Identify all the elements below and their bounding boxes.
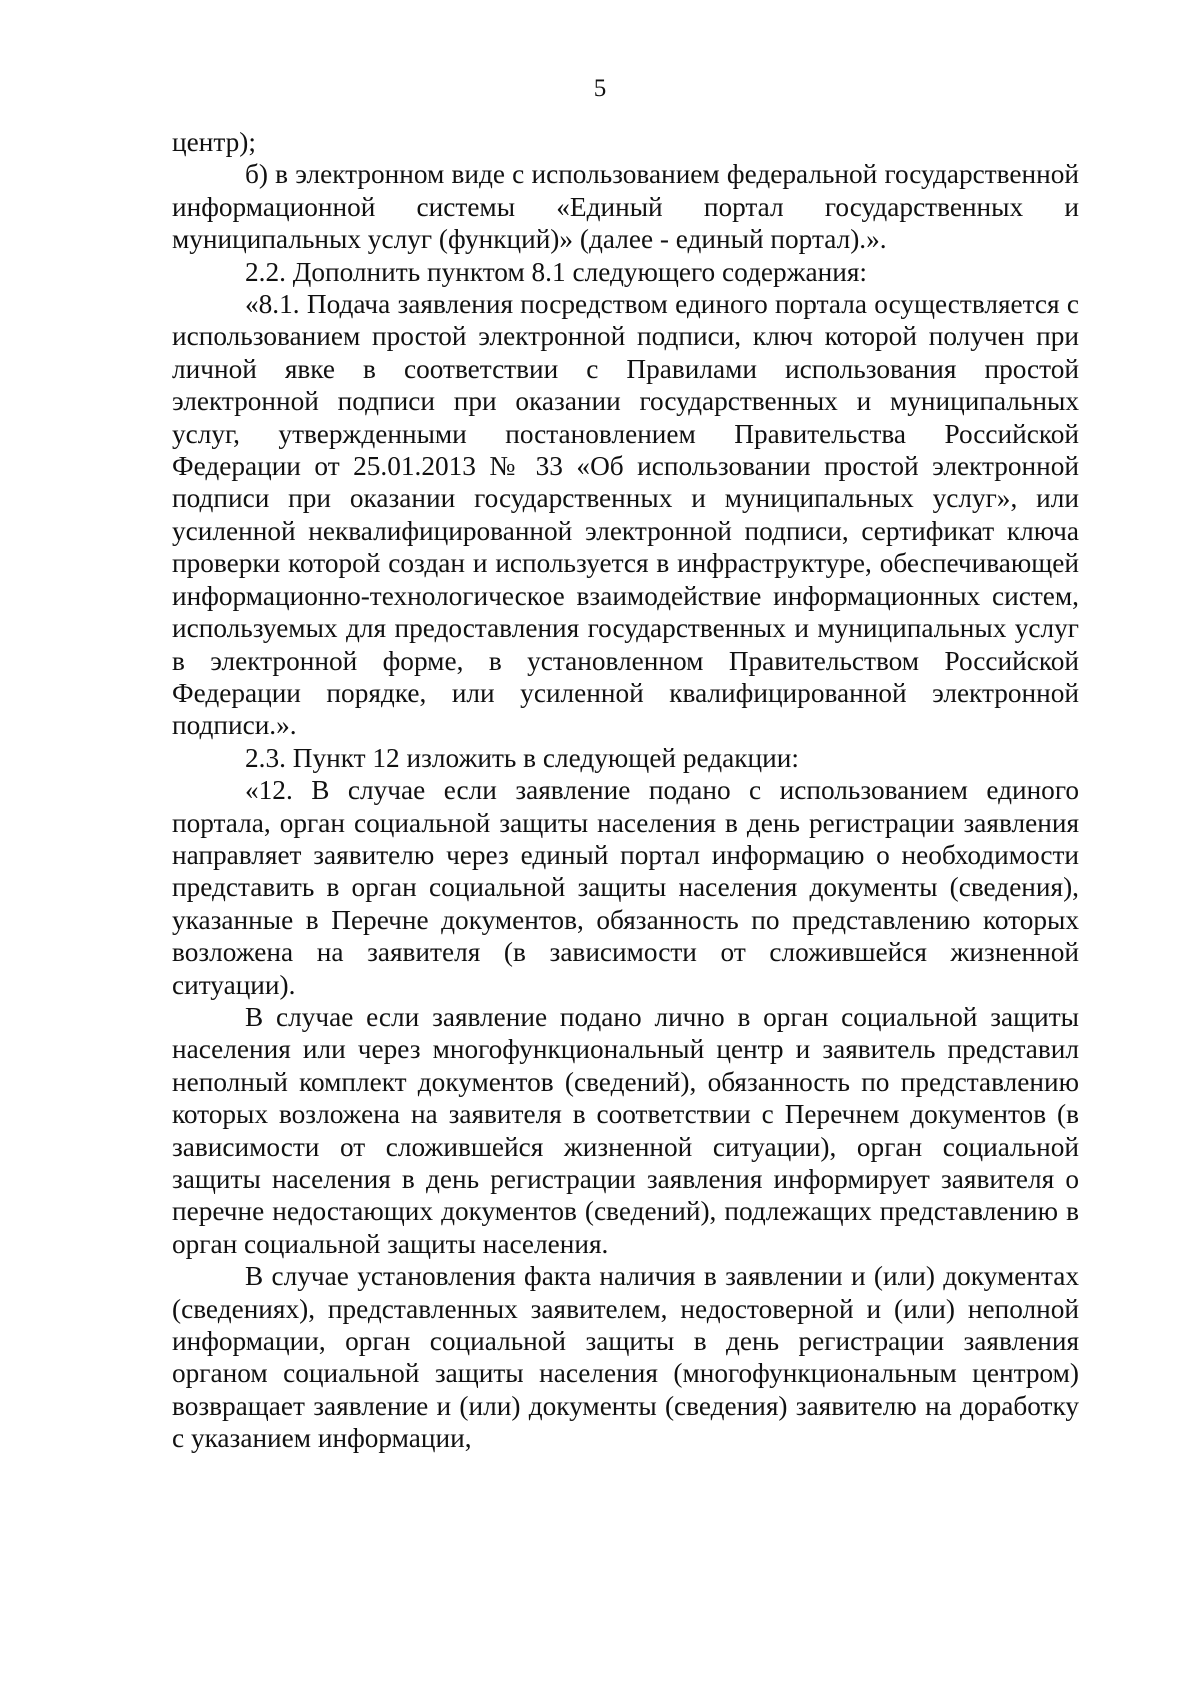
paragraph-incomplete-documents: В случае если заявление подано лично в орган социальной защиты населения или через многофункциональный центр и заявитель представил неполный комплект документов (сведений), обязанность по представлению которых возложена на заявителя в соответствии с Перечнем документов (в зависимости от сложившейся жизненной ситуации), орган социальной защиты населения в день регистрации заявления информирует заявителя о перечне недостающих документов (сведений), подлежащих представлению в орган социальной защиты населения.: [172, 1001, 1079, 1259]
paragraph-clause-12: «12. В случае если заявление подано с использованием единого портала, орган социальной защиты населения в день регистрации заявления направляет заявителю через единый портал информацию о необходимости представить в орган социальной защиты населения документы (сведения), указанные в Перечне документов, обязанность по представлению которых возложена на заявителя (в зависимости от сложившейся жизненной ситуации).: [172, 775, 1079, 1000]
paragraph-unreliable-information: В случае установления факта наличия в заявлении и (или) документах (сведениях), представленных заявителем, недостоверной и (или) неполной информации, орган социальной защиты в день регистрации заявления органом социальной защиты населения (многофункциональным центром) возвращает заявление и (или) документы (сведения) заявителю на доработку с указанием информации,: [172, 1261, 1079, 1454]
paragraph-item-2-3: 2.3. Пункт 12 изложить в следующей редакции:: [245, 742, 799, 773]
page-number: 5: [593, 75, 607, 102]
paragraph-clause-8-1: «8.1. Подача заявления посредством единого портала осуществляется с использованием простой электронной подписи, ключ которой получен при личной явке в соответствии с Правилами использования простой электронной подписи при оказании государственных и муниципальных услуг, утвержденными постановлением Правительства Российской Федерации от 25.01.2013 № 33 «Об использовании простой электронной подписи при оказании государственных и муниципальных услуг», или усиленной неквалифицированной электронной подписи, сертификат ключа проверки которой создан и используется в инфраструктуре, обеспечивающей информационно-технологическое взаимодействие информационных систем, используемых для предоставления государственных и муниципальных услуг в электронной форме, в установленном Правительством Российской Федерации порядке, или усиленной квалифицированной электронной подписи.».: [172, 289, 1079, 741]
paragraph-item-2-2: 2.2. Дополнить пунктом 8.1 следующего содержания:: [245, 256, 867, 287]
paragraph-subitem-b: б) в электронном виде с использованием федеральной государственной информационной системы «Единый портал государственных и муниципальных услуг (функций)» (далее - единый портал).».: [172, 159, 1079, 255]
document-body: [172, 126, 1079, 1455]
paragraph-continuation: центр);: [172, 127, 256, 157]
